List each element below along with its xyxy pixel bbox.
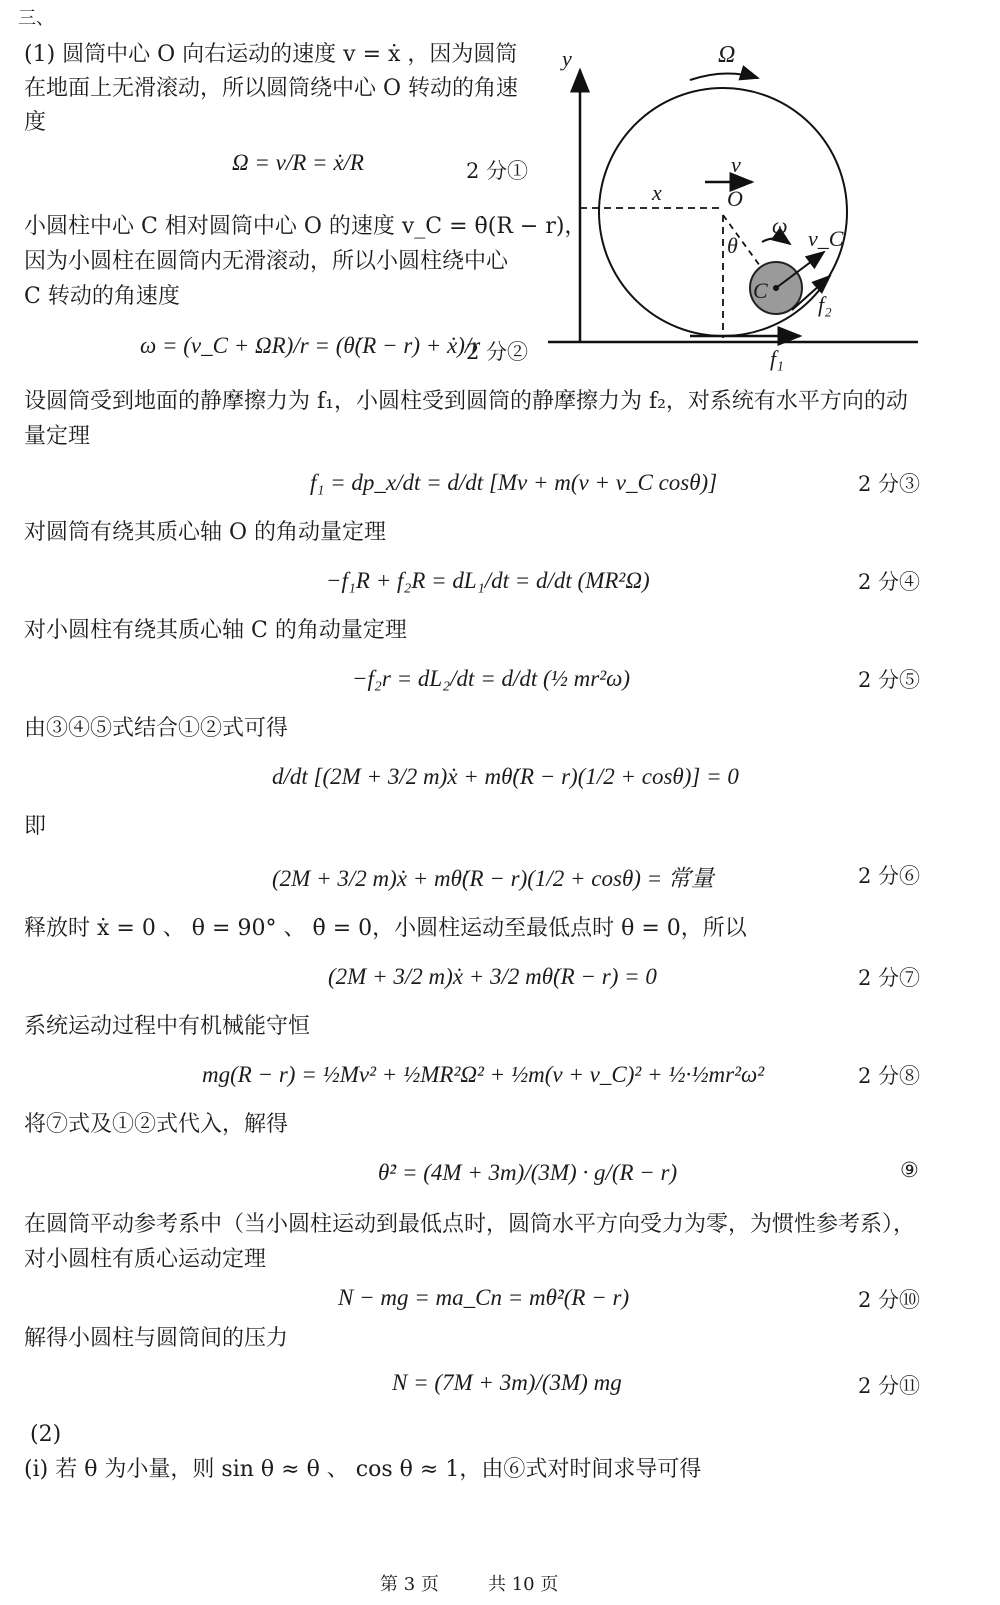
score-2: 2 分②: [466, 340, 529, 364]
equation-9: mg(R − r) = ½Mv² + ½MR²Ω² + ½m(v + v_C)² + ½·½mr²ω²: [202, 1062, 765, 1087]
score-6: 2 分⑥: [858, 864, 921, 888]
text-line-15: 将⑦式及①②式代入，解得: [24, 1112, 289, 1137]
label-y: y: [562, 46, 572, 71]
text-line-9: 对圆筒有绕其质心轴 O 的角动量定理: [24, 520, 387, 545]
text-line-1: (1) 圆筒中心 O 向右运动的速度 v = ẋ ，因为圆筒: [24, 42, 518, 67]
text-line-4: 小圆柱中心 C 相对圆筒中心 O 的速度 v_C = θ̇(R − r)，: [24, 214, 587, 239]
equation-1: Ω = v/R = ẋ/R: [232, 150, 364, 175]
text-line-20: (i) 若 θ 为小量，则 sin θ ≈ θ 、 cos θ ≈ 1，由⑥式对时间求导可得: [24, 1457, 702, 1482]
text-line-6: C 转动的角速度: [24, 284, 180, 309]
score-4: 2 分④: [858, 570, 921, 594]
text-line-5: 因为小圆柱在圆筒内无滑滚动，所以小圆柱绕中心: [24, 249, 509, 274]
text-line-19: (2): [30, 1422, 62, 1447]
equation-7: (2M + 3/2 m)ẋ + mθ̇(R − r)(1/2 + cosθ) = 常量: [272, 866, 714, 891]
text-line-10: 对小圆柱有绕其质心轴 C 的角动量定理: [24, 618, 407, 643]
label-c: C: [753, 278, 768, 303]
score-11: 2 分⑪: [858, 1374, 921, 1398]
label-f2: f₂: [818, 292, 832, 317]
outer-cylinder: [599, 88, 847, 336]
small-omega-arrow: [762, 238, 790, 244]
score-10: 2 分⑩: [858, 1288, 921, 1312]
text-line-16: 在圆筒平动参考系中（当小圆柱运动到最低点时，圆筒水平方向受力为零，为惯性参考系），: [24, 1212, 916, 1237]
equation-4: −f₁R + f₂R = dL₁/dt = d/dt (MR²Ω): [326, 568, 650, 593]
equation-12: N = (7M + 3m)/(3M) mg: [392, 1370, 622, 1395]
footer-total: 共 10 页: [488, 1574, 559, 1595]
text-line-12: 即: [24, 814, 47, 839]
label-v: v: [731, 152, 741, 177]
text-line-7: 设圆筒受到地面的静摩擦力为 f₁，小圆柱受到圆筒的静摩擦力为 f₂，对系统有水平方向的动: [24, 389, 908, 414]
label-vc: v_C: [808, 226, 844, 251]
text-line-18: 解得小圆柱与圆筒间的压力: [24, 1326, 289, 1351]
score-5: 2 分⑤: [858, 668, 921, 692]
label-theta: θ: [727, 233, 738, 258]
score-7: 2 分⑦: [858, 966, 921, 990]
label-f1: f₁: [770, 346, 784, 371]
text-line-11: 由③④⑤式结合①②式可得: [24, 716, 289, 741]
equation-6: d/dt [(2M + 3/2 m)ẋ + mθ̇(R − r)(1/2 + cosθ)] = 0: [272, 764, 739, 789]
score-9: ⑨: [900, 1158, 919, 1182]
section-mark: 三、: [18, 8, 54, 29]
score-3: 2 分③: [858, 472, 921, 496]
score-8: 2 分⑧: [858, 1064, 921, 1088]
equation-2: ω = (v_C + ΩR)/r = (θ̇(R − r) + ẋ)/r: [140, 333, 481, 358]
text-line-8: 量定理: [24, 424, 91, 449]
text-line-13: 释放时 ẋ = 0 、 θ = 90° 、 θ̇ = 0，小圆柱运动至最低点时 θ = 0，所以: [24, 916, 747, 941]
omega-arrow: [690, 73, 758, 80]
text-line-2: 在地面上无滑滚动，所以圆筒绕中心 O 转动的角速: [24, 76, 519, 101]
score-1: 2 分①: [466, 159, 529, 183]
text-line-17: 对小圆柱有质心运动定理: [24, 1247, 267, 1272]
text-line-3: 度: [24, 110, 47, 135]
label-omega-small: ω: [772, 213, 788, 238]
footer-page: 第 3 页: [380, 1574, 439, 1595]
equation-11: N − mg = ma_Cn = mθ̇²(R − r): [338, 1285, 630, 1310]
equation-8: (2M + 3/2 m)ẋ + 3/2 mθ̇(R − r) = 0: [328, 964, 657, 989]
text-line-14: 系统运动过程中有机械能守恒: [24, 1014, 311, 1039]
equation-10: θ̇² = (4M + 3m)/(3M) · g/(R − r): [378, 1160, 678, 1185]
equation-5: −f₂r = dL₂/dt = d/dt (½ mr²ω): [352, 666, 631, 691]
equation-3: f₁ = dp_x/dt = d/dt [Mv + m(v + v_C cosθ)]: [310, 470, 718, 495]
label-o: O: [727, 186, 743, 211]
label-x: x: [652, 180, 662, 205]
label-omega-big: Ω: [718, 42, 736, 68]
